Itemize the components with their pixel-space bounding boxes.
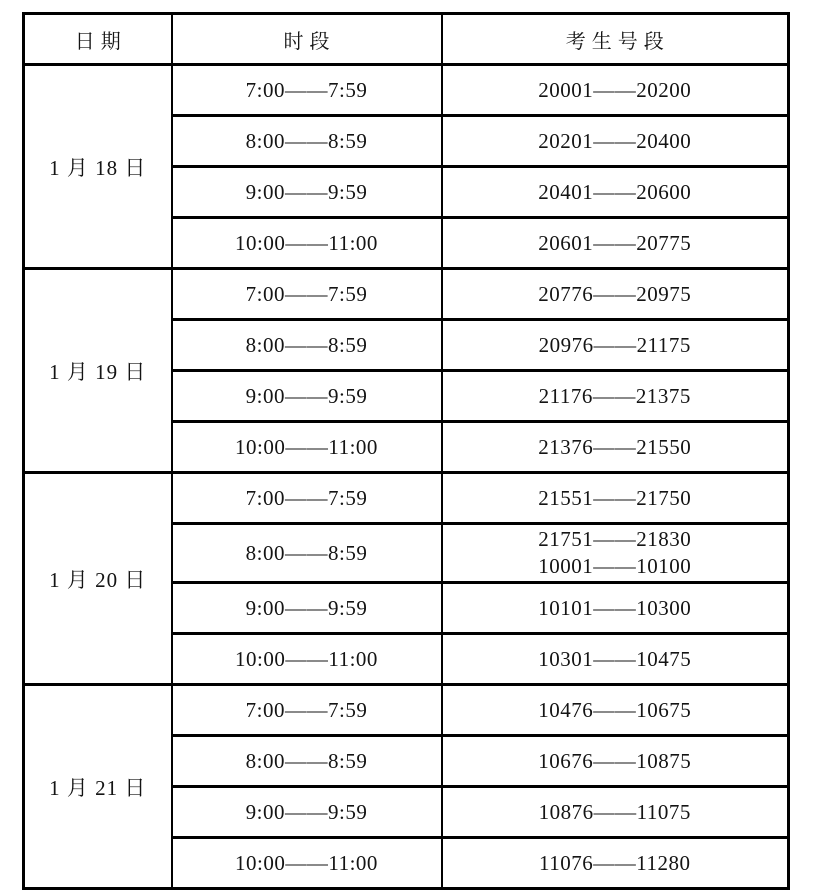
- time-cell: 8:00——8:59: [172, 116, 442, 167]
- time-cell: 7:00——7:59: [172, 65, 442, 116]
- candidate-range-cell: [442, 524, 789, 583]
- table-row: [24, 473, 789, 524]
- time-cell: 9:00——9:59: [172, 583, 442, 634]
- date-cell: 1 月 18 日: [24, 65, 172, 269]
- range-line: 21751——21830: [538, 527, 692, 551]
- header-cell-time: 时段: [172, 14, 442, 65]
- candidate-range-cell: 20401——20600: [442, 167, 789, 218]
- candidate-range-cell: 20601——20775: [442, 218, 789, 269]
- time-cell: 10:00——11:00: [172, 422, 442, 473]
- candidate-range-cell: 21176——21375: [442, 371, 789, 422]
- header-cell-range: 考生号段: [442, 14, 789, 65]
- time-cell: 10:00——11:00: [172, 218, 442, 269]
- candidate-range-cell: 10101——10300: [442, 583, 789, 634]
- candidate-range-cell: 20001——20200: [442, 65, 789, 116]
- candidate-range-cell: 20201——20400: [442, 116, 789, 167]
- time-cell: 10:00——11:00: [172, 838, 442, 889]
- candidate-range-cell: 10876——11075: [442, 787, 789, 838]
- table-row: [24, 269, 789, 320]
- time-cell: 8:00——8:59: [172, 736, 442, 787]
- header-row: [24, 14, 789, 65]
- candidate-range-cell: 21376——21550: [442, 422, 789, 473]
- time-cell: 9:00——9:59: [172, 167, 442, 218]
- table-row: [24, 685, 789, 736]
- candidate-range-cell: 20776——20975: [442, 269, 789, 320]
- candidate-range-cell: 20976——21175: [442, 320, 789, 371]
- time-cell: 7:00——7:59: [172, 269, 442, 320]
- time-cell: 7:00——7:59: [172, 685, 442, 736]
- time-cell: 8:00——8:59: [172, 320, 442, 371]
- candidate-range-cell: 10676——10875: [442, 736, 789, 787]
- exam-schedule-table: [22, 12, 790, 890]
- date-cell: 1 月 19 日: [24, 269, 172, 473]
- candidate-range-cell: 11076——11280: [442, 838, 789, 889]
- time-cell: 10:00——11:00: [172, 634, 442, 685]
- date-cell: 1 月 20 日: [24, 473, 172, 685]
- time-cell: 9:00——9:59: [172, 371, 442, 422]
- candidate-range-cell: 21551——21750: [442, 473, 789, 524]
- range-line: 10001——10100: [538, 554, 692, 578]
- time-cell: 7:00——7:59: [172, 473, 442, 524]
- time-cell: 8:00——8:59: [172, 524, 442, 583]
- table-row: [24, 65, 789, 116]
- time-cell: 9:00——9:59: [172, 787, 442, 838]
- date-cell: 1 月 21 日: [24, 685, 172, 889]
- header-cell-date: 日期: [24, 14, 172, 65]
- candidate-range-cell: 10476——10675: [442, 685, 789, 736]
- candidate-range-cell: 10301——10475: [442, 634, 789, 685]
